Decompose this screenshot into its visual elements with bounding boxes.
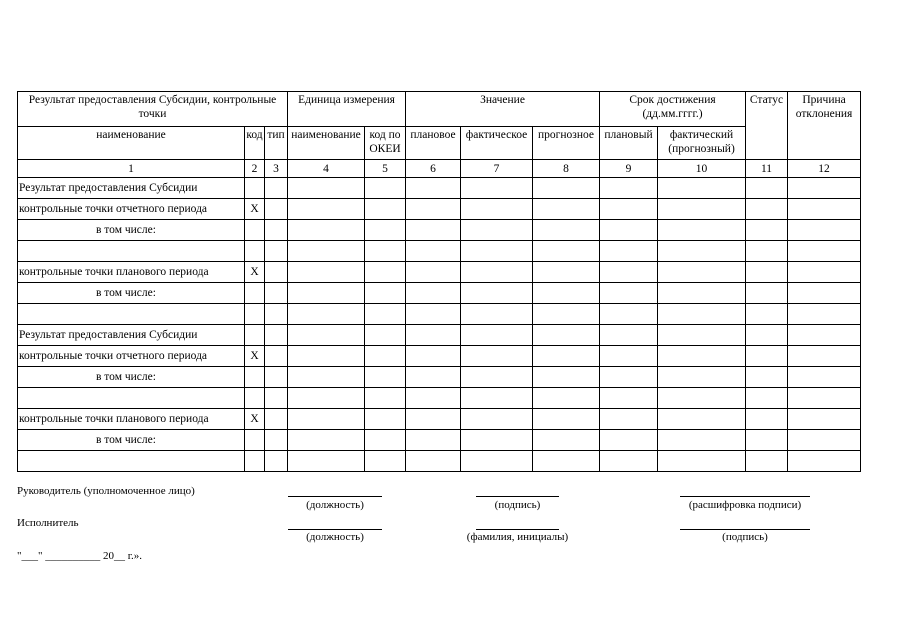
table-cell[interactable]	[788, 451, 861, 472]
row-code-cell[interactable]	[245, 304, 265, 325]
table-cell[interactable]	[658, 430, 746, 451]
executor-position-caption: (должность)	[306, 531, 364, 543]
table-cell[interactable]	[600, 283, 658, 304]
column-number: 8	[533, 160, 600, 178]
table-cell[interactable]	[265, 199, 288, 220]
table-row	[18, 241, 861, 262]
table-cell[interactable]	[461, 409, 533, 430]
table-cell[interactable]	[746, 367, 788, 388]
row-label: Результат предоставления Субсидии	[18, 325, 245, 346]
table-cell[interactable]	[288, 346, 365, 367]
executor-name-caption: (фамилия, инициалы)	[466, 531, 569, 543]
table-cell[interactable]	[788, 199, 861, 220]
column-number: 3	[265, 160, 288, 178]
table-cell[interactable]	[265, 178, 288, 199]
row-code-cell[interactable]	[245, 178, 265, 199]
table-row	[18, 283, 861, 304]
row-label	[18, 451, 245, 472]
table-cell[interactable]	[600, 388, 658, 409]
table-cell[interactable]	[265, 283, 288, 304]
column-number: 1	[18, 160, 245, 178]
table-row	[18, 388, 861, 409]
table-cell[interactable]	[265, 388, 288, 409]
table-cell[interactable]	[658, 325, 746, 346]
column-number: 11	[746, 160, 788, 178]
table-cell[interactable]	[461, 388, 533, 409]
table-cell[interactable]	[788, 241, 861, 262]
table-cell[interactable]	[788, 367, 861, 388]
table-cell[interactable]	[746, 220, 788, 241]
table-cell[interactable]	[265, 241, 288, 262]
table-cell[interactable]	[265, 409, 288, 430]
table-cell[interactable]	[788, 430, 861, 451]
table-cell[interactable]	[600, 430, 658, 451]
column-number: 7	[461, 160, 533, 178]
table-row	[18, 409, 861, 430]
subheader-unit-name: наименование	[288, 127, 365, 160]
table-cell[interactable]	[658, 178, 746, 199]
table-cell[interactable]	[406, 388, 461, 409]
table-cell[interactable]	[365, 262, 406, 283]
row-code-cell[interactable]: X	[245, 262, 265, 283]
table-cell[interactable]	[600, 409, 658, 430]
header-result: Результат предоставления Субсидии, контрольные точки	[18, 92, 288, 127]
table-cell[interactable]	[365, 409, 406, 430]
row-label: контрольные точки планового периода	[18, 262, 245, 283]
subheader-deadline-actual: фактический (прогнозный)	[658, 127, 746, 160]
table-cell[interactable]	[461, 367, 533, 388]
table-cell[interactable]	[288, 262, 365, 283]
table-cell[interactable]	[406, 178, 461, 199]
table-cell[interactable]	[746, 241, 788, 262]
table-cell[interactable]	[461, 346, 533, 367]
row-label: в том числе:	[18, 283, 245, 304]
table-cell[interactable]	[788, 325, 861, 346]
table-cell[interactable]	[461, 451, 533, 472]
table-cell[interactable]	[600, 262, 658, 283]
table-cell[interactable]	[406, 241, 461, 262]
table-cell[interactable]	[406, 325, 461, 346]
table-cell[interactable]	[658, 241, 746, 262]
table-cell[interactable]	[365, 367, 406, 388]
table-cell[interactable]	[658, 220, 746, 241]
table-cell[interactable]	[365, 304, 406, 325]
row-code-cell[interactable]	[245, 367, 265, 388]
header-row-2	[18, 127, 861, 160]
column-number: 5	[365, 160, 406, 178]
table-cell[interactable]	[288, 283, 365, 304]
table-row	[18, 367, 861, 388]
table-row	[18, 325, 861, 346]
table-cell[interactable]	[746, 304, 788, 325]
row-code-cell[interactable]	[245, 451, 265, 472]
table-cell[interactable]	[288, 451, 365, 472]
table-row	[18, 304, 861, 325]
date-line: "___" __________ 20__ г.».	[17, 550, 143, 562]
table-cell[interactable]	[533, 409, 600, 430]
row-code-cell[interactable]: X	[245, 199, 265, 220]
row-code-cell[interactable]	[245, 388, 265, 409]
table-cell[interactable]	[658, 367, 746, 388]
subheader-name: наименование	[18, 127, 245, 160]
table-cell[interactable]	[746, 451, 788, 472]
table-row	[18, 262, 861, 283]
row-label: Результат предоставления Субсидии	[18, 178, 245, 199]
table-cell[interactable]	[533, 241, 600, 262]
table-cell[interactable]	[406, 283, 461, 304]
table-cell[interactable]	[533, 178, 600, 199]
header-row-1	[18, 92, 861, 127]
table-cell[interactable]	[365, 178, 406, 199]
table-row	[18, 199, 861, 220]
table-cell[interactable]	[600, 346, 658, 367]
column-number-row	[18, 160, 861, 178]
row-code-cell[interactable]	[245, 220, 265, 241]
table-cell[interactable]	[265, 262, 288, 283]
row-code-cell[interactable]	[245, 430, 265, 451]
table-cell[interactable]	[746, 199, 788, 220]
table-cell[interactable]	[746, 409, 788, 430]
column-number: 10	[658, 160, 746, 178]
row-code-cell[interactable]	[245, 241, 265, 262]
head-position-caption: (должность)	[306, 499, 364, 511]
table-cell[interactable]	[746, 178, 788, 199]
table-cell[interactable]	[788, 388, 861, 409]
table-cell[interactable]	[533, 199, 600, 220]
table-cell[interactable]	[365, 199, 406, 220]
executor-label: Исполнитель	[17, 517, 79, 529]
table-cell[interactable]	[406, 451, 461, 472]
header-reason: Причина отклонения	[788, 92, 861, 160]
table-cell[interactable]	[533, 262, 600, 283]
subheader-okei: код по ОКЕИ	[365, 127, 406, 160]
table-cell[interactable]	[788, 262, 861, 283]
head-decoding-line	[680, 496, 810, 497]
table-cell[interactable]	[788, 346, 861, 367]
table-cell[interactable]	[265, 220, 288, 241]
table-cell[interactable]	[406, 409, 461, 430]
table-cell[interactable]	[365, 388, 406, 409]
table-cell[interactable]	[788, 304, 861, 325]
column-number: 4	[288, 160, 365, 178]
row-code-cell[interactable]: X	[245, 346, 265, 367]
results-table	[17, 91, 861, 472]
row-label: контрольные точки отчетного периода	[18, 346, 245, 367]
executor-signature-caption: (подпись)	[722, 531, 768, 543]
table-cell[interactable]	[533, 325, 600, 346]
table-cell[interactable]	[533, 367, 600, 388]
table-cell[interactable]	[288, 220, 365, 241]
table-cell[interactable]	[365, 220, 406, 241]
table-cell[interactable]	[265, 325, 288, 346]
table-cell[interactable]	[365, 283, 406, 304]
header-status: Статус	[746, 92, 788, 160]
row-label: контрольные точки планового периода	[18, 409, 245, 430]
table-cell[interactable]	[461, 304, 533, 325]
table-cell[interactable]	[788, 178, 861, 199]
table-cell[interactable]	[600, 220, 658, 241]
table-cell[interactable]	[265, 304, 288, 325]
table-cell[interactable]	[533, 430, 600, 451]
table-cell[interactable]	[788, 283, 861, 304]
table-row	[18, 346, 861, 367]
subheader-actual: фактическое	[461, 127, 533, 160]
head-signature-line	[476, 496, 559, 497]
column-number: 9	[600, 160, 658, 178]
table-cell[interactable]	[288, 430, 365, 451]
table-cell[interactable]	[288, 325, 365, 346]
subheader-code: код	[245, 127, 265, 160]
executor-position-line	[288, 529, 382, 530]
row-code-cell[interactable]: X	[245, 409, 265, 430]
executor-signature-line	[680, 529, 810, 530]
table-cell[interactable]	[600, 178, 658, 199]
table-cell[interactable]	[365, 241, 406, 262]
table-cell[interactable]	[461, 430, 533, 451]
table-row	[18, 220, 861, 241]
table-cell[interactable]	[600, 325, 658, 346]
table-cell[interactable]	[461, 283, 533, 304]
table-cell[interactable]	[658, 451, 746, 472]
table-cell[interactable]	[658, 304, 746, 325]
table-cell[interactable]	[788, 409, 861, 430]
table-cell[interactable]	[533, 220, 600, 241]
table-cell[interactable]	[533, 283, 600, 304]
executor-name-line	[476, 529, 559, 530]
table-cell[interactable]	[288, 409, 365, 430]
table-cell[interactable]	[406, 220, 461, 241]
header-value: Значение	[406, 92, 600, 127]
table-cell[interactable]	[658, 409, 746, 430]
table-row	[18, 430, 861, 451]
row-label: в том числе:	[18, 367, 245, 388]
table-cell[interactable]	[746, 430, 788, 451]
table-cell[interactable]	[365, 325, 406, 346]
row-code-cell[interactable]	[245, 283, 265, 304]
table-cell[interactable]	[265, 430, 288, 451]
table-cell[interactable]	[658, 283, 746, 304]
table-cell[interactable]	[600, 199, 658, 220]
head-decoding-caption: (расшифровка подписи)	[688, 499, 802, 511]
subheader-deadline-planned: плановый	[600, 127, 658, 160]
column-number: 2	[245, 160, 265, 178]
table-cell[interactable]	[288, 241, 365, 262]
table-cell[interactable]	[288, 388, 365, 409]
table-cell[interactable]	[461, 199, 533, 220]
table-cell[interactable]	[746, 325, 788, 346]
table-cell[interactable]	[658, 388, 746, 409]
table-row	[18, 178, 861, 199]
table-cell[interactable]	[265, 451, 288, 472]
table-cell[interactable]	[533, 304, 600, 325]
row-label: в том числе:	[18, 220, 245, 241]
table-cell[interactable]	[658, 262, 746, 283]
table-cell[interactable]	[288, 199, 365, 220]
table-cell[interactable]	[746, 262, 788, 283]
row-label	[18, 304, 245, 325]
table-cell[interactable]	[658, 199, 746, 220]
table-cell[interactable]	[461, 325, 533, 346]
header-unit: Единица измерения	[288, 92, 406, 127]
row-label: контрольные точки отчетного периода	[18, 199, 245, 220]
table-cell[interactable]	[288, 178, 365, 199]
row-label	[18, 241, 245, 262]
subheader-planned: плановое	[406, 127, 461, 160]
table-cell[interactable]	[600, 367, 658, 388]
header-deadline: Срок достижения (дд.мм.гггг.)	[600, 92, 746, 127]
table-cell[interactable]	[600, 304, 658, 325]
table-cell[interactable]	[533, 388, 600, 409]
table-cell[interactable]	[533, 451, 600, 472]
table-cell[interactable]	[265, 346, 288, 367]
table-cell[interactable]	[461, 178, 533, 199]
table-cell[interactable]	[406, 430, 461, 451]
table-cell[interactable]	[288, 304, 365, 325]
table-cell[interactable]	[788, 220, 861, 241]
table-cell[interactable]	[365, 346, 406, 367]
row-label	[18, 388, 245, 409]
table-row	[18, 451, 861, 472]
table-cell[interactable]	[406, 262, 461, 283]
table-cell[interactable]	[406, 304, 461, 325]
table-cell[interactable]	[533, 346, 600, 367]
table-cell[interactable]	[406, 346, 461, 367]
table-cell[interactable]	[658, 346, 746, 367]
table-cell[interactable]	[461, 241, 533, 262]
subheader-forecast: прогнозное	[533, 127, 600, 160]
row-code-cell[interactable]	[245, 325, 265, 346]
table-cell[interactable]	[365, 451, 406, 472]
table-cell[interactable]	[461, 262, 533, 283]
head-position-line	[288, 496, 382, 497]
table-cell[interactable]	[265, 367, 288, 388]
table-cell[interactable]	[600, 241, 658, 262]
column-number: 12	[788, 160, 861, 178]
column-number: 6	[406, 160, 461, 178]
head-label: Руководитель (уполномоченное лицо)	[17, 485, 195, 497]
head-signature-caption: (подпись)	[494, 499, 541, 511]
table-cell[interactable]	[406, 367, 461, 388]
subheader-type: тип	[265, 127, 288, 160]
table-cell[interactable]	[746, 346, 788, 367]
table-cell[interactable]	[746, 283, 788, 304]
table-cell[interactable]	[746, 388, 788, 409]
table-cell[interactable]	[461, 220, 533, 241]
table-cell[interactable]	[365, 430, 406, 451]
table-cell[interactable]	[406, 199, 461, 220]
table-cell[interactable]	[288, 367, 365, 388]
row-label: в том числе:	[18, 430, 245, 451]
table-cell[interactable]	[600, 451, 658, 472]
